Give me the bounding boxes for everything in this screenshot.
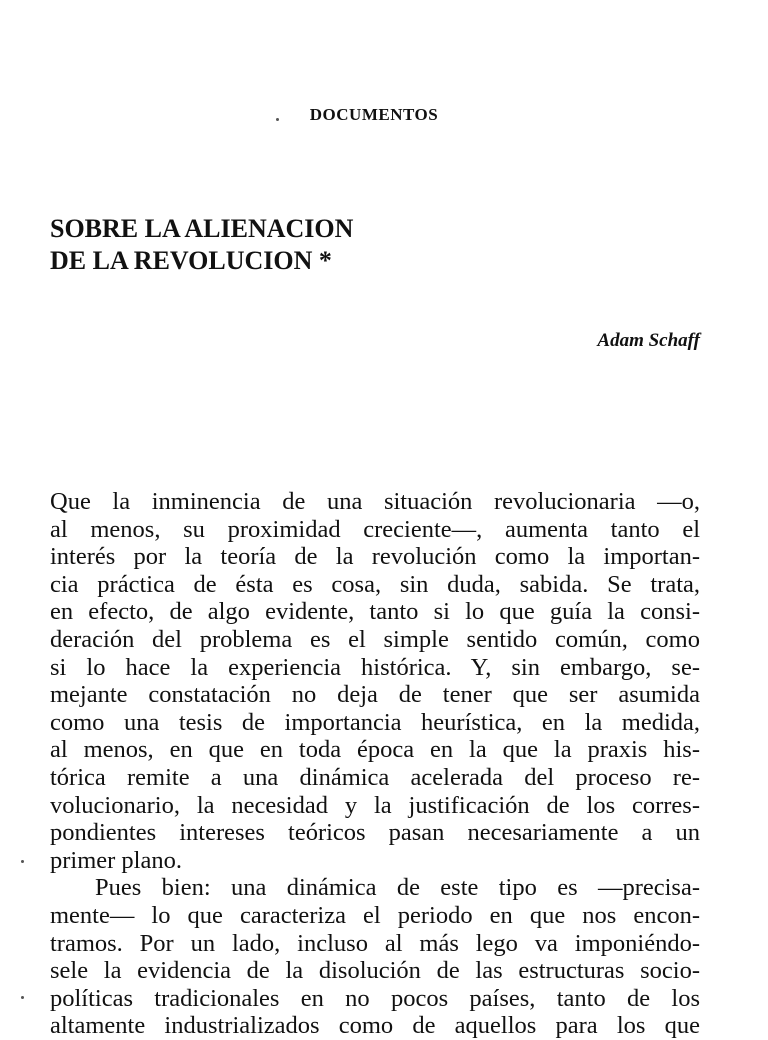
text-line: pondientes intereses teóricos pasan necesariamente a un: [50, 819, 700, 847]
text-line: mente— lo que caracteriza el periodo en que nos encon-: [50, 901, 700, 929]
text-line: al menos, su proximidad creciente—, aumenta tanto el: [50, 515, 700, 543]
text-line: interés por la teoría de la revolución como la importan-: [50, 543, 700, 571]
paragraph-start-line: Pues bien: una dinámica de este tipo es —precisa-: [95, 874, 700, 902]
text-line: como una tesis de importancia heurística, en la medida,: [50, 708, 700, 736]
body-text: [50, 488, 700, 1040]
section-header: DOCUMENTOS: [309, 105, 439, 124]
text-line: deración del problema es el simple sentido común, como: [50, 625, 700, 653]
article-title: [50, 213, 353, 277]
title-line-2: DE LA REVOLUCION *: [50, 246, 332, 275]
text-line: en efecto, de algo evidente, tanto si lo que guía la consi-: [50, 598, 700, 626]
text-line: al menos, en que en toda época en la que la praxis his-: [50, 736, 700, 764]
scan-speck: [276, 118, 279, 121]
text-line: cia práctica de ésta es cosa, sin duda, sabida. Se trata,: [50, 570, 700, 598]
paragraph-end-line: primer plano.: [50, 846, 182, 874]
text-line: tramos. Por un lado, incluso al más lego va imponiéndo-: [50, 929, 700, 957]
scan-speck: [21, 860, 24, 863]
text-line: sele la evidencia de la disolución de las estructuras socio-: [50, 957, 700, 985]
text-line: mejante constatación no deja de tener que ser asumida: [50, 681, 700, 709]
text-line: tórica remite a una dinámica acelerada del proceso re-: [50, 763, 700, 791]
scan-speck: [21, 996, 24, 999]
title-line-1: SOBRE LA ALIENACION: [50, 214, 354, 243]
text-line: políticas tradicionales en no pocos países, tanto de los: [50, 984, 700, 1012]
text-line: altamente industrializados como de aquellos para los que: [50, 1012, 700, 1040]
text-line: volucionario, la necesidad y la justificación de los corres-: [50, 791, 700, 819]
text-line: Que la inminencia de una situación revolucionaria —o,: [50, 488, 700, 515]
text-line: si lo hace la experiencia histórica. Y, sin embargo, se-: [50, 653, 700, 681]
author-name: Adam Schaff: [597, 330, 700, 351]
